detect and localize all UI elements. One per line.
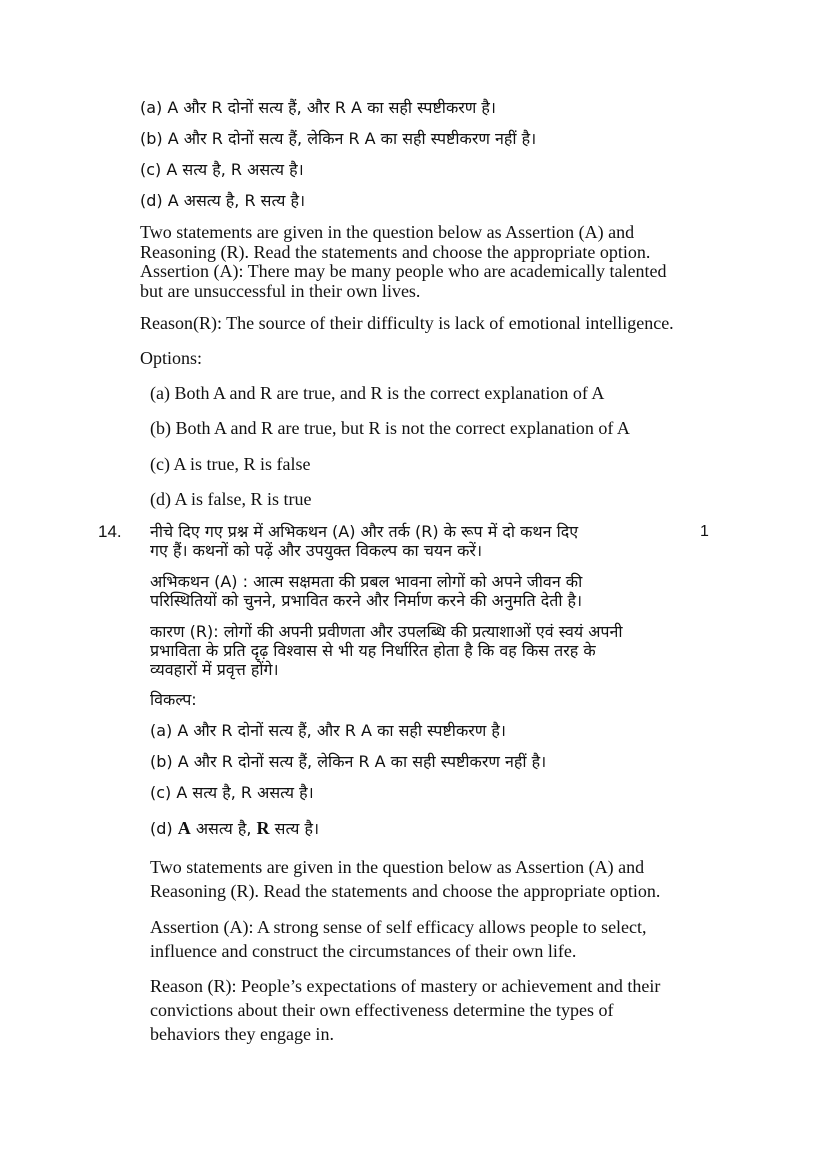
hindi-options-label: विकल्प:: [150, 690, 197, 709]
hindi-option-d-mid: असत्य है,: [190, 819, 257, 838]
hindi-intro-line: गए हैं। कथनों को पढ़ें और उपयुक्त विकल्प का चयन करें।: [150, 541, 483, 560]
hindi-option-b: (b) A और R दोनों सत्य हैं, लेकिन R A का सही स्पष्टीकरण नहीं है।: [140, 129, 537, 148]
english-assertion-line: Assertion (A): There may be many people who are academically talented: [140, 261, 667, 281]
hindi-reason-line: कारण (R): लोगों की अपनी प्रवीणता और उपलब्धि की प्रत्याशाओं एवं स्वयं अपनी: [150, 622, 623, 641]
hindi-option-c: (c) A सत्य है, R असत्य है।: [140, 160, 304, 179]
hindi-option-d-r: R: [256, 818, 270, 838]
hindi-option-d-suffix: सत्य है।: [269, 819, 320, 838]
marks: 1: [700, 523, 709, 540]
options-label: Options:: [140, 348, 203, 368]
english-intro-line: Two statements are given in the question below as Assertion (A) and: [140, 222, 635, 242]
hindi-intro-line: नीचे दिए गए प्रश्न में अभिकथन (A) और तर्क (R) के रूप में दो कथन दिए: [150, 522, 579, 541]
hindi-assertion-line: अभिकथन (A) : आत्म सक्षमता की प्रबल भावना लोगों को अपने जीवन की: [150, 572, 583, 591]
hindi-option-d-prefix: (d): [150, 819, 178, 838]
english-reason-line: convictions about their own effectiveness determine the types of: [150, 1000, 614, 1020]
english-assertion-line: influence and construct the circumstances of their own life.: [150, 941, 577, 961]
hindi-assertion-line: परिस्थितियों को चुनने, प्रभावित करने और निर्माण करने की अनुमति देती है।: [150, 591, 583, 610]
english-intro-line: Two statements are given in the question below as Assertion (A) and: [150, 857, 645, 877]
english-reason-line: behaviors they engage in.: [150, 1024, 334, 1044]
question-number: 14.: [98, 522, 122, 541]
english-option-d: (d) A is false, R is true: [150, 489, 312, 509]
hindi-option-d: [150, 818, 319, 839]
hindi-option-d: (d) A असत्य है, R सत्य है।: [140, 191, 306, 210]
english-option-c: (c) A is true, R is false: [150, 454, 311, 474]
hindi-reason-line: व्यवहारों में प्रवृत्त होंगे।: [150, 660, 279, 679]
hindi-option-a: (a) A और R दोनों सत्य हैं, और R A का सही स्पष्टीकरण है।: [150, 721, 506, 740]
english-option-b: (b) Both A and R are true, but R is not the correct explanation of A: [150, 418, 630, 438]
english-assertion-line: but are unsuccessful in their own lives.: [140, 281, 421, 301]
english-assertion-line: Assertion (A): A strong sense of self efficacy allows people to select,: [150, 917, 647, 937]
english-reason: Reason(R): The source of their difficulty is lack of emotional intelligence.: [140, 313, 674, 333]
hindi-option-c: (c) A सत्य है, R असत्य है।: [150, 783, 314, 802]
english-intro-line: Reasoning (R). Read the statements and choose the appropriate option.: [140, 242, 651, 262]
english-option-a: (a) Both A and R are true, and R is the correct explanation of A: [150, 383, 605, 403]
hindi-option-b: (b) A और R दोनों सत्य हैं, लेकिन R A का सही स्पष्टीकरण नहीं है।: [150, 752, 547, 771]
english-reason-line: Reason (R): People’s expectations of mastery or achievement and their: [150, 976, 661, 996]
hindi-reason-line: प्रभाविता के प्रति दृढ़ विश्वास से भी यह निर्धारित होता है कि वह किस तरह के: [150, 641, 596, 660]
hindi-option-d-a: A: [177, 818, 191, 838]
hindi-option-a: (a) A और R दोनों सत्य हैं, और R A का सही स्पष्टीकरण है।: [140, 98, 496, 117]
english-intro-line: Reasoning (R). Read the statements and choose the appropriate option.: [150, 881, 661, 901]
